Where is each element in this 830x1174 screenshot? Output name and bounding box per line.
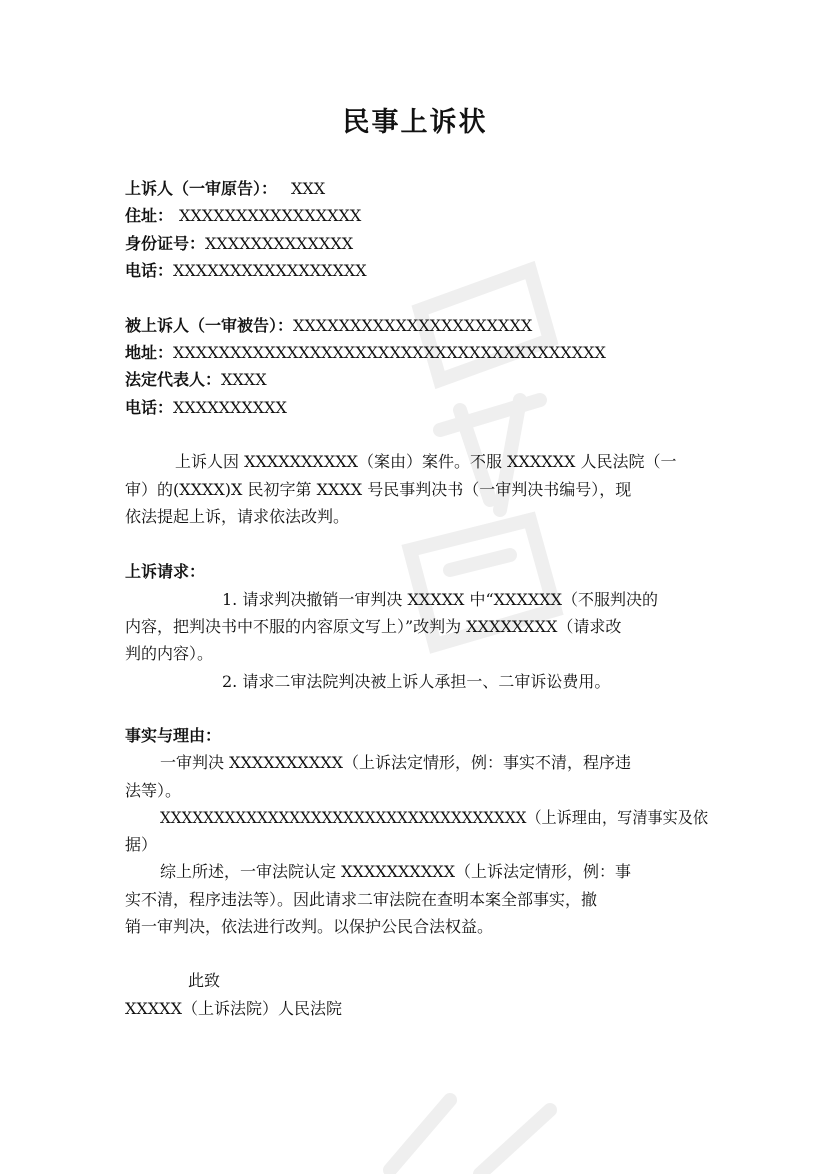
appellee-phone-line: [125, 398, 287, 418]
facts-p2-line-1: XXXXXXXXXXXXXXXXXXXXXXXXXXXXXXXXXX（上诉理由，写清事实及依: [160, 808, 709, 827]
facts-p1-line-1: 一审判决 XXXXXXXXXX（上诉法定情形，例：事实不清，程序违: [160, 753, 631, 772]
appellant-id-value: XXXXXXXXXXXXX: [205, 234, 354, 253]
appellant-id-label: 身份证号：: [125, 234, 206, 253]
request-item-1-line-3: 判的内容）。: [125, 644, 214, 663]
appellee-line: [125, 316, 532, 336]
appellee-address-value: XXXXXXXXXXXXXXXXXXXXXXXXXXXXXXXXXXXXXX: [173, 343, 606, 362]
appellee-value: XXXXXXXXXXXXXXXXXXXXX: [293, 316, 533, 335]
request-item-1-line-2: 内容，把判决书中不服的内容原文写上）”改判为 XXXXXXXX（请求改: [125, 617, 622, 636]
appellant-phone-line: [125, 261, 367, 281]
facts-p1-line-2: 法等）。: [125, 781, 182, 800]
closing-salutation: 此致: [188, 971, 221, 990]
appellee-address-label: 地址：: [125, 343, 174, 362]
appellant-label: 上诉人（一审原告）：: [125, 179, 278, 198]
intro-line-1: 上诉人因 XXXXXXXXXX（案由）案件。不服 XXXXXX 人民法院（一: [175, 452, 677, 471]
appellee-rep-label: 法定代表人：: [125, 370, 222, 389]
appellant-line: [125, 179, 325, 199]
requests-heading: 上诉请求：: [125, 562, 206, 581]
appellant-id-line: [125, 234, 353, 254]
facts-p3-line-2: 实不清，程序违法等）。因此请求二审法院在查明本案全部事实，撤: [125, 890, 598, 909]
appellee-rep-value: XXXX: [221, 370, 267, 389]
intro-line-2: 审）的(XXXX)X 民初字第 XXXX 号民事判决书（一审判决书编号），现: [125, 480, 632, 499]
closing-court: XXXXX（上诉法院）人民法院: [125, 999, 342, 1018]
facts-p3-line-1: 综上所述，一审法院认定 XXXXXXXXXX（上诉法定情形，例：事: [160, 862, 631, 881]
appellee-address-line: [125, 343, 606, 363]
appellant-value: XXX: [291, 179, 326, 198]
appellee-phone-value: XXXXXXXXXX: [173, 398, 287, 417]
appellant-address-value: XXXXXXXXXXXXXXXX: [179, 206, 362, 225]
appellant-phone-value: XXXXXXXXXXXXXXXXX: [173, 261, 367, 280]
facts-p3-line-3: 销一审判决，依法进行改判。以保护公民合法权益。: [125, 917, 494, 936]
document-title: 民事上诉状: [342, 107, 488, 138]
appellant-phone-label: 电话：: [125, 261, 174, 280]
request-item-2: 2. 请求二审法院判决被上诉人承担一、二审诉讼费用。: [222, 672, 611, 691]
appellee-label: 被上诉人（一审被告）：: [125, 316, 294, 335]
appellee-rep-line: [125, 370, 267, 390]
watermark-graphic-bottom: [360, 1090, 580, 1174]
intro-line-3: 依法提起上诉，请求依法改判。: [125, 507, 350, 526]
appellant-address-label: 住址：: [125, 206, 174, 225]
appellant-address-line: [125, 206, 361, 226]
facts-p2-line-2: 据）: [125, 835, 158, 854]
appellee-phone-label: 电话：: [125, 398, 174, 417]
facts-heading: 事实与理由：: [125, 726, 222, 745]
request-item-1-line-1: 1. 请求判决撤销一审判决 XXXXX 中“XXXXXX（不服判决的: [222, 590, 659, 609]
